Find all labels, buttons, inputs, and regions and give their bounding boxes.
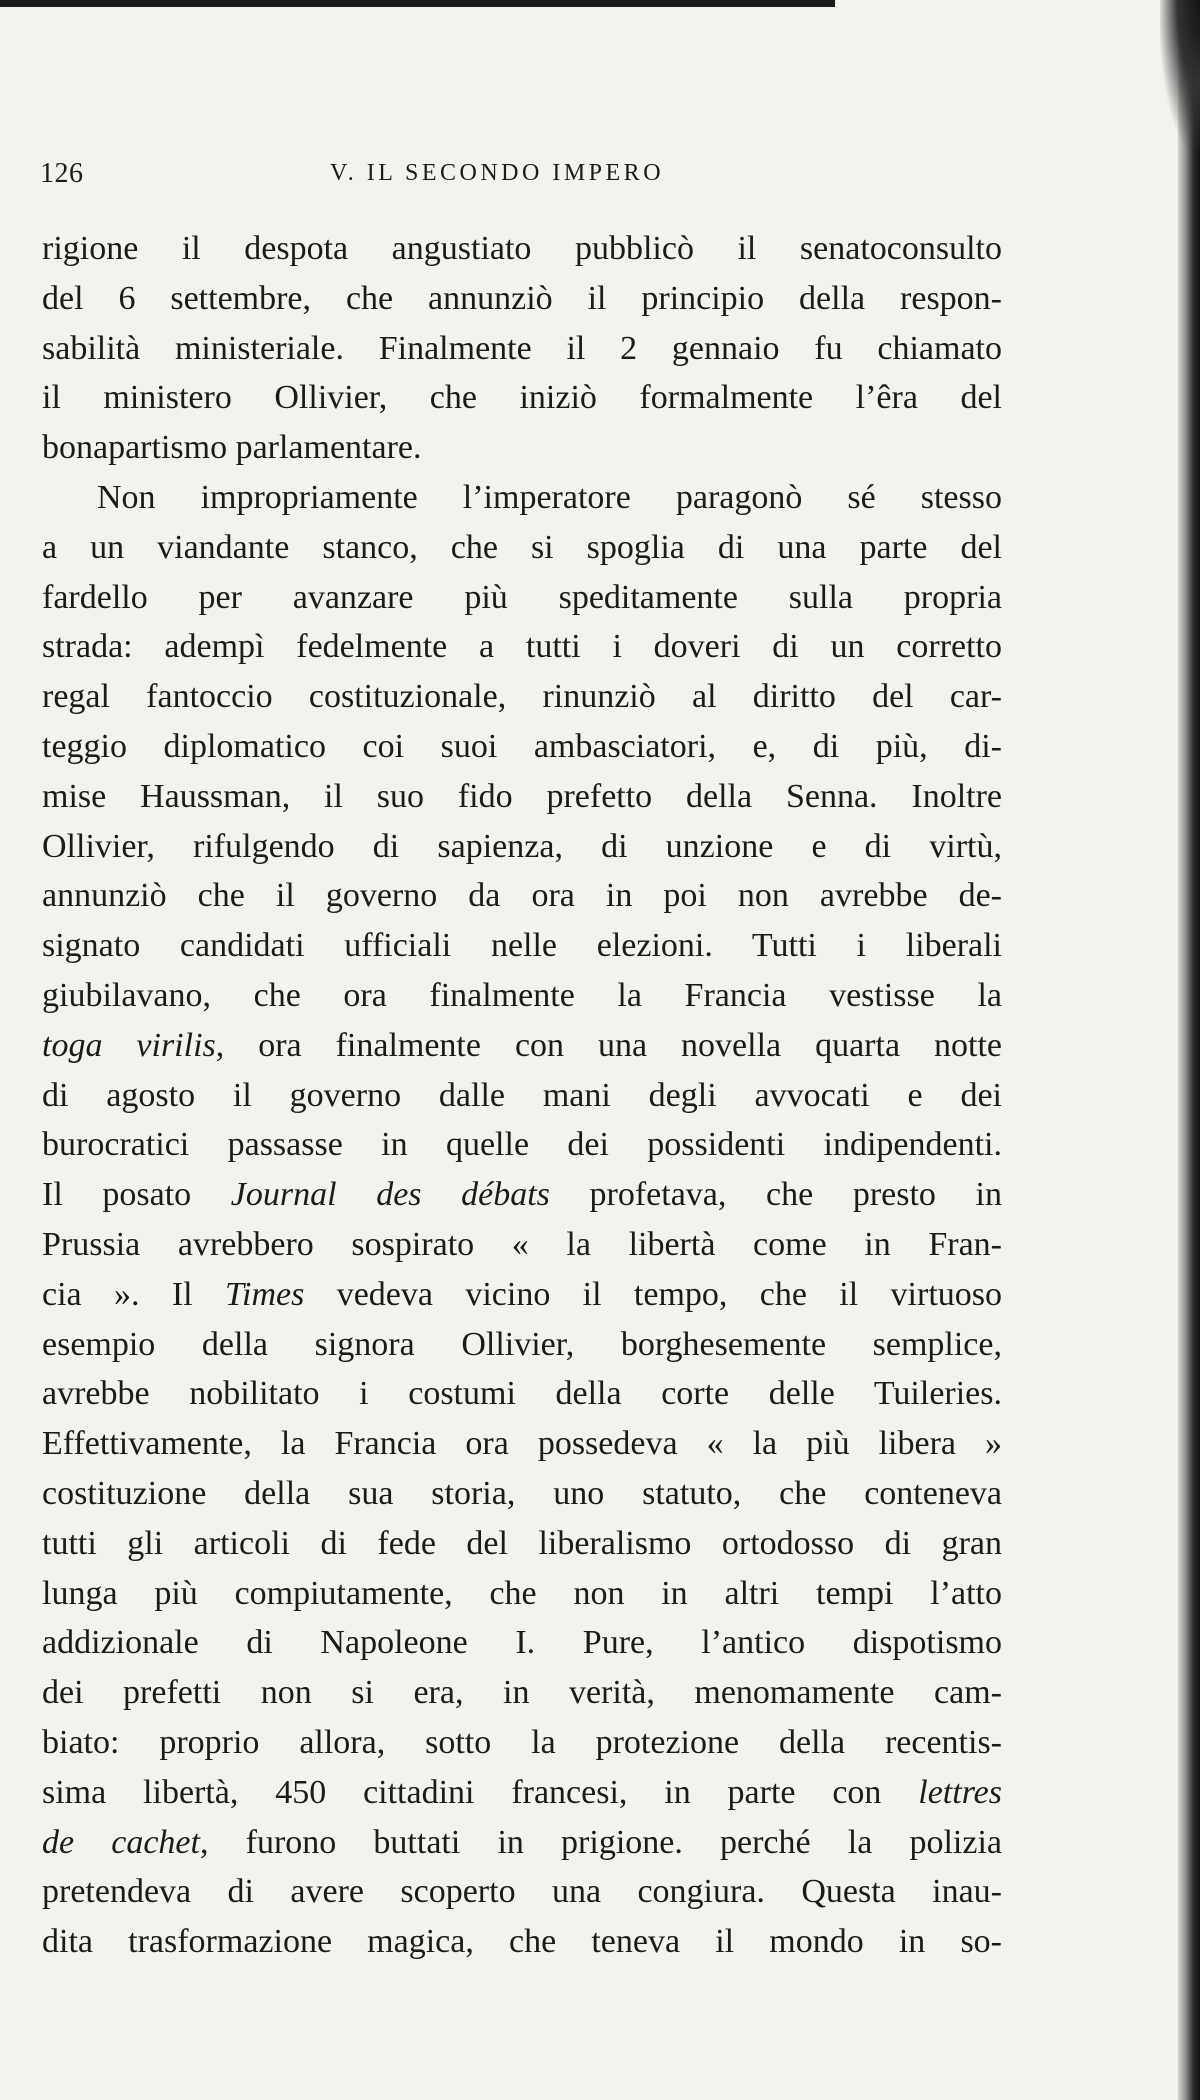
text-line: biato: proprio allora, sotto la protezione della recentis- <box>42 1723 1002 1761</box>
page-number: 126 <box>40 158 84 189</box>
text-line: Non impropriamente l’imperatore paragonò sé stesso <box>97 478 1002 516</box>
italic-title: Times <box>224 1275 305 1313</box>
text-line: avrebbe nobilitato i costumi della corte delle Tuileries. <box>42 1375 1002 1413</box>
text-line: a un viandante stanco, che si spoglia di una parte del <box>42 528 1002 566</box>
text-line: dita trasformazione magica, che teneva il mondo in so- <box>42 1923 1002 1961</box>
italic-phrase: toga virilis <box>42 1026 216 1064</box>
text-line: mise Haussman, il suo fido prefetto della Senna. Inoltre <box>42 777 1002 815</box>
top-border-rule <box>0 0 835 7</box>
chapter-title: V. IL SECONDO IMPERO <box>330 160 665 186</box>
text-line: addizionale di Napoleone I. Pure, l’antico dispotismo <box>42 1624 1002 1662</box>
text-line: strada: adempì fedelmente a tutti i doveri di un corretto <box>42 628 1002 666</box>
text-line: regal fantoccio costituzionale, rinunziò al diritto del car- <box>42 678 1002 716</box>
running-header <box>40 152 1000 192</box>
text-line: il ministero Ollivier, che iniziò formalmente l’êra del <box>42 379 1002 417</box>
text-line: sabilità ministeriale. Finalmente il 2 gennaio fu chiamato <box>42 329 1002 367</box>
text-line: costituzione della sua storia, uno statuto, che conteneva <box>42 1474 1002 1512</box>
text-line: de cachet, furono buttati in prigione. perché la polizia <box>42 1823 1002 1861</box>
text-line: annunziò che il governo da ora in poi non avrebbe de- <box>42 877 1002 915</box>
text-line: bonapartismo parlamentare. <box>42 429 422 467</box>
text-line: tutti gli articoli di fede del liberalismo ortodosso di gran <box>42 1524 1002 1562</box>
text-line: rigione il despota angustiato pubblicò il senatoconsulto <box>42 230 1002 267</box>
text-line: di agosto il governo dalle mani degli avvocati e dei <box>42 1076 1002 1114</box>
text-line: dei prefetti non si era, in verità, menomamente cam- <box>42 1674 1002 1712</box>
text-line: Il posato Journal des débats profetava, che presto in <box>42 1176 1002 1214</box>
text-line: teggio diplomatico coi suoi ambasciatori, e, di più, di- <box>42 727 1002 765</box>
body-text <box>42 224 1002 1967</box>
italic-phrase: de cachet <box>42 1823 200 1861</box>
text-line: Effettivamente, la Francia ora possedeva « la più libera » <box>42 1425 1002 1463</box>
italic-phrase: lettres <box>918 1773 1002 1811</box>
text-line: giubilavano, che ora finalmente la Francia vestisse la <box>42 976 1002 1014</box>
text-line: lunga più compiutamente, che non in altri tempi l’atto <box>42 1574 1002 1612</box>
text-line: fardello per avanzare più speditamente sulla propria <box>42 578 1002 616</box>
text-line: pretendeva di avere scoperto una congiura. Questa inau- <box>42 1873 1002 1911</box>
text-line: Prussia avrebbero sospirato « la libertà come in Fran- <box>42 1225 1002 1263</box>
italic-title: Journal des débats <box>230 1176 550 1214</box>
text-line: sima libertà, 450 cittadini francesi, in parte con lettres <box>42 1773 1002 1811</box>
text-line: signato candidati ufficiali nelle elezioni. Tutti i liberali <box>42 927 1002 965</box>
text-line: del 6 settembre, che annunziò il principio della respon- <box>42 279 1002 317</box>
text-line: esempio della signora Ollivier, borghesemente semplice, <box>42 1325 1002 1363</box>
text-line: Ollivier, rifulgendo di sapienza, di unzione e di virtù, <box>42 827 1002 865</box>
text-line: toga virilis, ora finalmente con una novella quarta notte <box>42 1026 1002 1064</box>
page-corner-shadow <box>1160 0 1200 150</box>
text-line: burocratici passasse in quelle dei possidenti indipendenti. <box>42 1126 1002 1164</box>
text-line: cia ». Il Times vedeva vicino il tempo, che il virtuoso <box>42 1275 1003 1313</box>
page-edge-shadow <box>1178 0 1200 2100</box>
